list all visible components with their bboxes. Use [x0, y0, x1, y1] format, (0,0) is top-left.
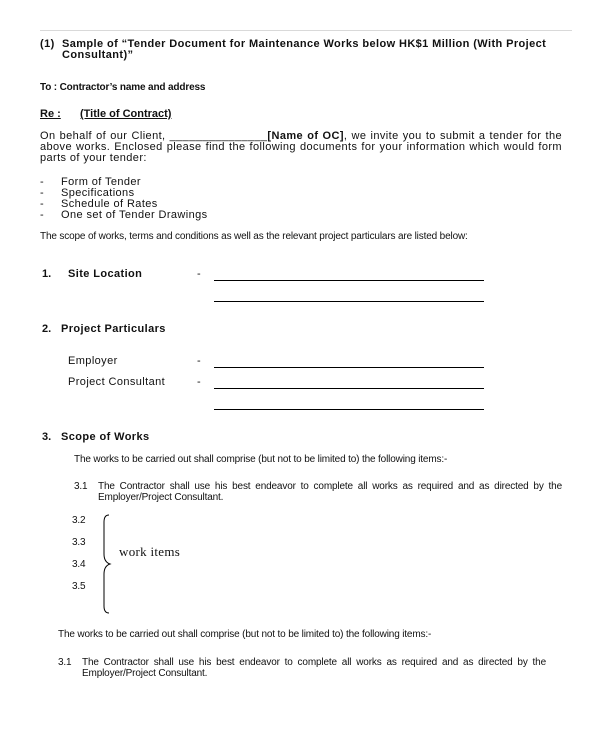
work-items-label: work items [119, 544, 181, 559]
repeat-item-3-1-number: 3.1 [58, 657, 72, 668]
intro-pre: On behalf of our Client, _______________ [40, 130, 268, 142]
repeat-item-3-1-text: The Contractor shall use his best endeavor to complete all works as required and as directed by the Employer/Project Consultant. [82, 657, 546, 679]
section-3-number: 3. [42, 431, 52, 443]
item-3-3-number: 3.3 [72, 537, 86, 548]
oc-name-placeholder: [Name of OC] [267, 130, 344, 142]
heading-title-line1: Sample of “Tender Document for Maintenance Works below HK$1 Million (With Project [62, 38, 547, 50]
consultant-line-2[interactable] [214, 409, 484, 410]
site-location-line-2[interactable] [214, 301, 484, 302]
consultant-dash: - [197, 376, 201, 388]
section-2-title: Project Particulars [61, 323, 166, 335]
heading-number: (1) [40, 38, 55, 50]
heading-title-line2: Consultant)” [62, 49, 134, 61]
item-3-1-number: 3.1 [74, 481, 88, 492]
document-bullet-1: - [40, 176, 44, 188]
document-item-3: Schedule of Rates [61, 198, 158, 210]
repeat-comprise: The works to be carried out shall comprise (but not to be limited to) the following items:- [58, 629, 432, 640]
document-bullet-3: - [40, 198, 44, 210]
document-bullet-2: - [40, 187, 44, 199]
intro-post: , we invite you to submit a tender for the above works. Enclosed please find the following documents for your information which would form parts of your tender: [40, 130, 562, 164]
site-location-line-1[interactable] [214, 280, 484, 281]
scope-intro: The scope of works, terms and conditions as well as the relevant project particulars are listed below: [40, 231, 468, 242]
employer-dash: - [197, 355, 201, 367]
document-bullet-4: - [40, 209, 44, 221]
section-3-title: Scope of Works [61, 431, 150, 443]
to-line: To : Contractor’s name and address [40, 82, 206, 93]
item-3-4-number: 3.4 [72, 559, 86, 570]
document-item-2: Specifications [61, 187, 135, 199]
section-2-number: 2. [42, 323, 52, 335]
scope-comprise: The works to be carried out shall comprise (but not to be limited to) the following items:- [74, 454, 448, 465]
re-label: Re : [40, 108, 61, 120]
item-3-1-text: The Contractor shall use his best endeavor to complete all works as required and as directed by the Employer/Project Consultant. [98, 481, 562, 503]
item-3-5-number: 3.5 [72, 581, 86, 592]
document-item-4: One set of Tender Drawings [61, 209, 208, 221]
section-1-title: Site Location [68, 268, 143, 280]
top-rule [40, 30, 572, 31]
consultant-line-1[interactable] [214, 388, 484, 389]
site-dash: - [197, 268, 201, 280]
item-3-2-number: 3.2 [72, 515, 86, 526]
intro-paragraph [40, 131, 562, 164]
curly-brace-icon [100, 514, 114, 614]
section-1-number: 1. [42, 268, 52, 280]
document-item-1: Form of Tender [61, 176, 141, 188]
consultant-label: Project Consultant [68, 376, 166, 388]
re-title: (Title of Contract) [80, 108, 172, 120]
employer-label: Employer [68, 355, 118, 367]
employer-line[interactable] [214, 367, 484, 368]
